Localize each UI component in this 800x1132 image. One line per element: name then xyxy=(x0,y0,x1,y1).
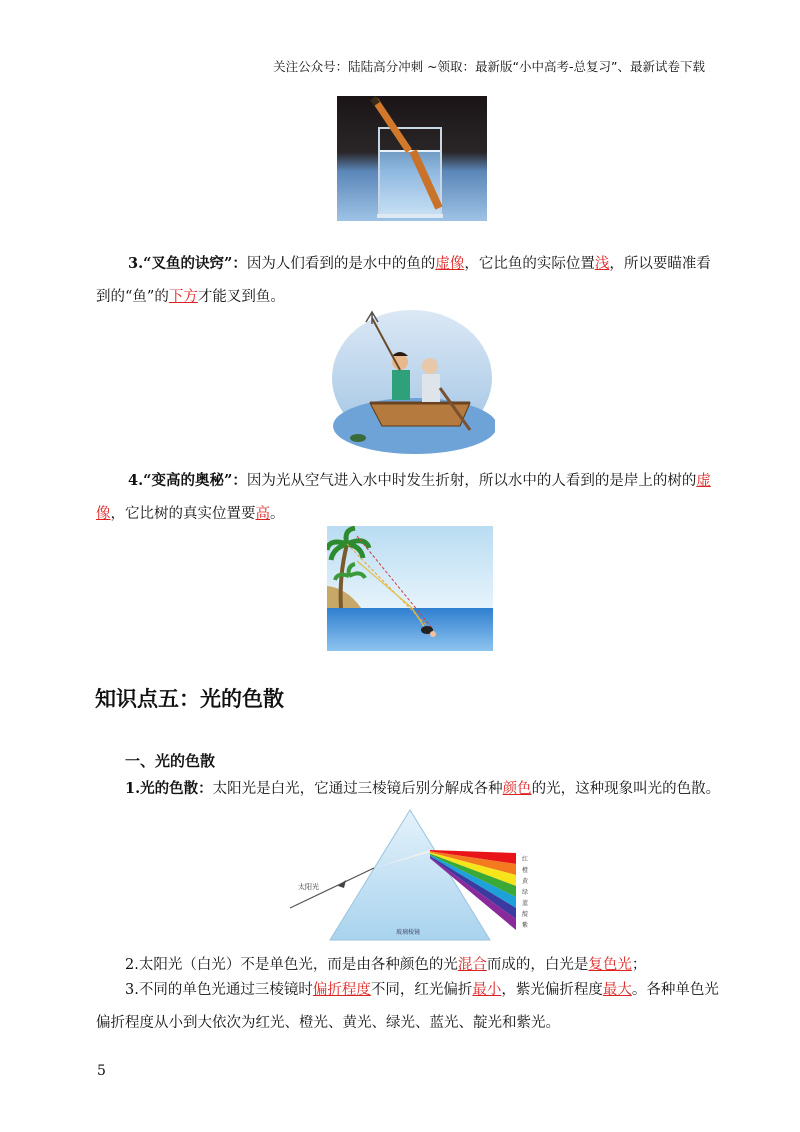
glass-prism-label: 玻璃棱镜 xyxy=(396,929,421,936)
spectrum-color-label: 黄 xyxy=(522,878,529,885)
item-4-label: 4.“变高的奥秘”： xyxy=(128,472,247,489)
answer-blank: 虚像 xyxy=(435,256,465,272)
text: 。各种单色光 xyxy=(631,982,719,998)
text: 到的“鱼”的 xyxy=(96,289,169,305)
text: 。 xyxy=(270,506,285,522)
text: 的光，这种现象叫光的色散。 xyxy=(531,781,721,797)
page-number: 5 xyxy=(97,1063,106,1079)
paragraph-3 xyxy=(96,974,719,1040)
spectrum-color-label: 蓝 xyxy=(522,900,529,907)
spectrum-color-label: 靛 xyxy=(522,911,529,918)
answer-blank: 颜色 xyxy=(502,781,532,797)
text: ，它比树的真实位置要 xyxy=(110,506,256,522)
section-title: 知识点五：光的色散 xyxy=(95,687,284,711)
answer-blank: 复色光 xyxy=(588,957,632,973)
answer-blank: 下方 xyxy=(168,289,198,305)
paragraph-1 xyxy=(96,772,721,806)
text: ，所以要瞄准看 xyxy=(609,256,711,272)
subsection-title: 一、光的色散 xyxy=(125,752,216,770)
sunlight-label: 太阳光 xyxy=(298,883,319,891)
text: 太阳光是白光，它通过三棱镜后别分解成各种 xyxy=(212,781,503,797)
prism-dispersion-diagram xyxy=(288,808,538,943)
page-header: 关注公众号：陆陆高分冲刺 ~领取：最新版“小中高考-总复习”、最新试卷下载 xyxy=(273,59,705,74)
palm-tree-refraction-image xyxy=(327,526,493,651)
answer-blank: 虚 xyxy=(696,473,711,489)
pencil-in-water-image xyxy=(337,96,487,221)
text: 不同，红光偏折 xyxy=(370,982,473,998)
answer-blank: 最小 xyxy=(472,982,502,998)
text: 因为光从空气进入水中时发生折射，所以水中的人看到的是岸上的树的 xyxy=(246,473,697,489)
fishing-boat-image xyxy=(330,308,495,456)
item-3-label: 3.“叉鱼的诀窍”： xyxy=(128,255,247,272)
text: ； xyxy=(631,957,647,973)
answer-blank: 偏折程度 xyxy=(312,982,371,998)
item-3-paragraph xyxy=(96,247,711,314)
answer-blank: 像 xyxy=(96,506,111,522)
text: ，紫光偏折程度 xyxy=(501,982,603,998)
item-4-paragraph xyxy=(96,464,711,531)
answer-blank: 高 xyxy=(255,506,270,522)
text: 偏折程度从小到大依次为红光、橙光、黄光、绿光、蓝光、靛光和紫光。 xyxy=(96,1015,560,1031)
text: 3.不同的单色光通过三棱镜时 xyxy=(125,982,313,998)
dispersion-label: 1.光的色散： xyxy=(125,780,213,797)
answer-blank: 最大 xyxy=(602,982,632,998)
answer-blank: 浅 xyxy=(594,256,610,272)
text: 2.太阳光（白光）不是单色光，而是由各种颜色的光 xyxy=(125,957,458,973)
text: 才能叉到鱼。 xyxy=(197,289,285,305)
text: ，它比鱼的实际位置 xyxy=(464,256,595,272)
spectrum-color-label: 红 xyxy=(522,856,529,863)
text: 而成的，白光是 xyxy=(486,957,589,973)
spectrum-color-label: 橙 xyxy=(522,867,529,874)
text: 因为人们看到的是水中的鱼的 xyxy=(246,256,436,272)
answer-blank: 混合 xyxy=(457,957,487,973)
spectrum-color-label: 绿 xyxy=(522,889,529,896)
spectrum-color-label: 紫 xyxy=(522,922,529,929)
